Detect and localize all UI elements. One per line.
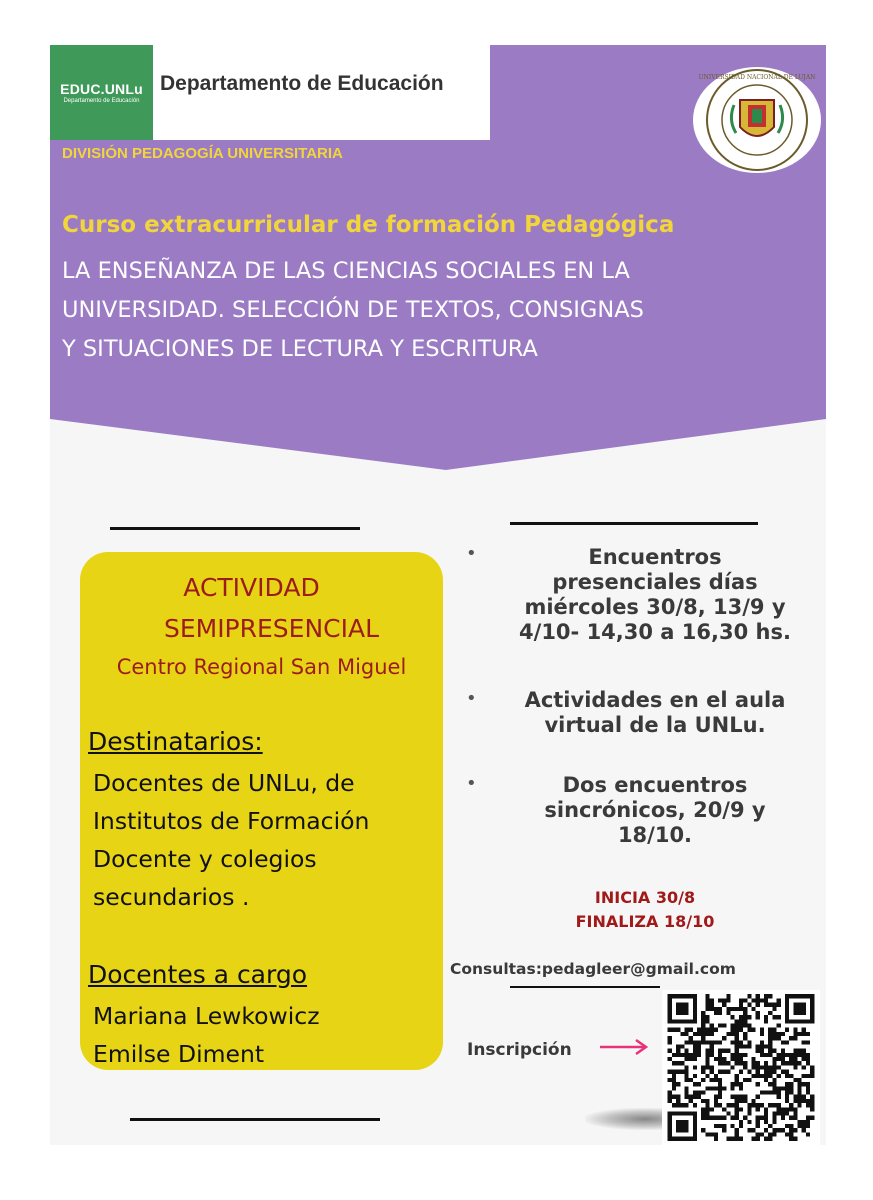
course-title-line: UNIVERSIDAD. SELECCIÓN DE TEXTOS, CONSIGNAS: [62, 297, 644, 323]
bullet-1: •: [466, 543, 477, 564]
divider-right-top: [510, 522, 758, 525]
teacher-name: Mariana Lewkowicz: [93, 1002, 320, 1030]
qr-code-icon[interactable]: [662, 990, 820, 1145]
divider-left-bottom: [130, 1118, 380, 1121]
schedule-line: 4/10- 14,30 a 16,30 hs.: [519, 620, 791, 644]
schedule-line: Actividades en el aula: [524, 688, 786, 712]
recipients-line: Docente y colegios: [93, 845, 317, 873]
teacher-name: Emilse Diment: [93, 1040, 265, 1068]
registration-label: Inscripción: [467, 1040, 572, 1060]
activity-type-line2: SEMIPRESENCIAL: [163, 614, 380, 643]
contact-email[interactable]: Consultas:pedagleer@gmail.com: [450, 960, 736, 978]
schedule-line: miércoles 30/8, 13/9 y: [524, 595, 786, 619]
teachers-heading: Docentes a cargo: [88, 960, 308, 989]
divider-right-bottom: [510, 986, 660, 988]
schedule-line: 18/10.: [617, 823, 693, 847]
schedule-line: sincrónicos, 20/9 y: [544, 798, 766, 822]
end-date: FINALIZA 18/10: [575, 912, 715, 931]
arrow-right-icon: [598, 1037, 650, 1057]
teachers-list: [93, 997, 320, 1073]
university-seal-icon: [690, 65, 825, 175]
course-title: [62, 252, 822, 369]
schedule-line: Encuentros: [588, 545, 722, 569]
course-subtitle: Curso extracurricular de formación Pedagógica: [62, 212, 675, 238]
course-title-line: Y SITUACIONES DE LECTURA Y ESCRITURA: [62, 336, 538, 362]
schedule-line: presenciales días: [552, 570, 758, 594]
schedule-line: virtual de la UNLu.: [544, 713, 766, 737]
logo-sub-text: Departamento de Educación: [63, 98, 140, 104]
logo-main-text: EDUC.UNLu: [60, 81, 143, 97]
activity-type-line1: ACTIVIDAD: [183, 573, 320, 602]
recipients-line: secundarios .: [93, 883, 250, 911]
educ-unlu-logo: [50, 45, 153, 140]
schedule-item-sync: [485, 773, 825, 848]
course-dates: [500, 886, 790, 934]
recipients-list: [93, 764, 369, 916]
course-title-line: LA ENSEÑANZA DE LAS CIENCIAS SOCIALES EN LA: [62, 258, 630, 284]
schedule-item-virtual: [485, 688, 825, 738]
activity-location: Centro Regional San Miguel: [116, 655, 407, 679]
divider-left-top: [110, 527, 360, 530]
start-date: INICIA 30/8: [594, 888, 696, 907]
division-name: DIVISIÓN PEDAGOGÍA UNIVERSITARIA: [62, 145, 343, 162]
bullet-2: •: [466, 688, 477, 709]
recipients-line: Docentes de UNLu, de: [93, 769, 355, 797]
schedule-line: Dos encuentros: [562, 773, 748, 797]
department-name: Departamento de Educación: [160, 72, 444, 95]
recipients-line: Institutos de Formación: [93, 807, 370, 835]
bullet-3: •: [466, 773, 477, 794]
recipients-heading: Destinatarios:: [88, 727, 263, 756]
seal-text: UNIVERSIDAD NACIONAL DE LUJAN: [698, 74, 816, 81]
schedule-item-in-person: [485, 545, 825, 645]
